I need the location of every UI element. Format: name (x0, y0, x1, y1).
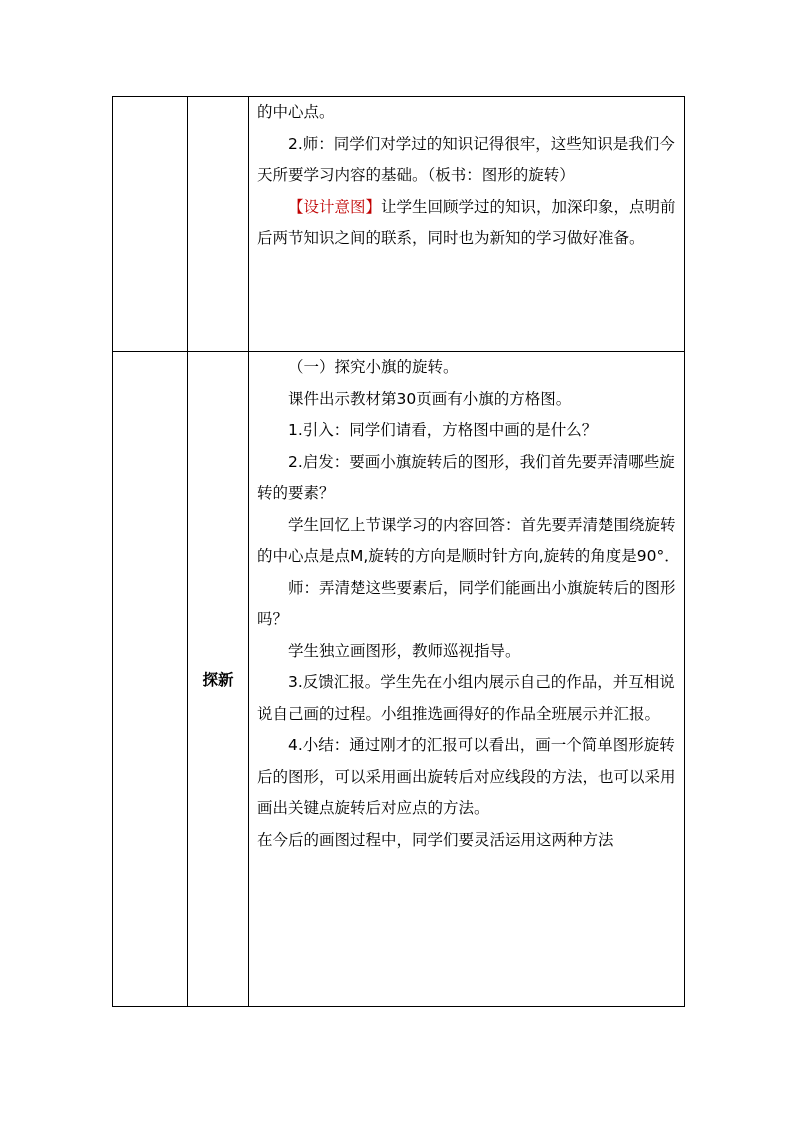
paragraph: 2.师：同学们对学过的知识记得很牢，这些知识是我们今天所要学习内容的基础。（板书：图形的旋转） (257, 134, 675, 184)
paragraph: 课件出示教材第30页画有小旗的方格图。 (288, 389, 572, 408)
paragraph: 的中心点。 (257, 103, 335, 121)
section-cell (113, 97, 188, 352)
paragraph: 师：弄清楚这些要素后，同学们能画出小旗旋转后的图形吗？ (257, 578, 676, 628)
table-row (113, 97, 685, 352)
design-intent-tag: 【设计意图】 (288, 197, 382, 216)
section-cell (113, 352, 188, 1007)
table-row (113, 352, 685, 1007)
paragraph: 学生独立画图形，教师巡视指导。 (288, 641, 521, 660)
design-intent-paragraph (257, 192, 680, 255)
lesson-plan-table (112, 96, 685, 1007)
paragraph: 1.引入：同学们请看，方格图中画的是什么？ (288, 421, 598, 439)
stage-cell (188, 97, 249, 352)
paragraph: 2.启发：要画小旗旋转后的图形，我们首先要弄清哪些旋转的要素？ (257, 452, 675, 502)
content-cell (249, 97, 685, 352)
paragraph: 学生回忆上节课学习的内容回答：首先要弄清楚围绕旋转的中心点是点M,旋转的方向是顺时针方向,旋转的角度是90°． (257, 515, 680, 565)
stage-cell: 探新 (188, 352, 249, 1007)
paragraph: 在今后的画图过程中，同学们要灵活运用这两种方法 (257, 830, 614, 849)
design-intent-text: 让学生回顾学过的知识，加深印象，点明前后两节知识之间的联系，同时也为新知的学习做好准备。 (257, 197, 676, 247)
paragraph: 3.反馈汇报。学生先在小组内展示自己的作品，并互相说说自己画的过程。小组推选画得好的作品全班展示并汇报。 (257, 673, 675, 723)
paragraph: （一）探究小旗的旋转。 (288, 358, 459, 376)
content-cell (249, 352, 685, 1007)
paragraph: 4.小结：通过刚才的汇报可以看出，画一个简单图形旋转后的图形，可以采用画出旋转后对应线段的方法，也可以采用画出关键点旋转后对应点的方法。 (257, 736, 676, 817)
